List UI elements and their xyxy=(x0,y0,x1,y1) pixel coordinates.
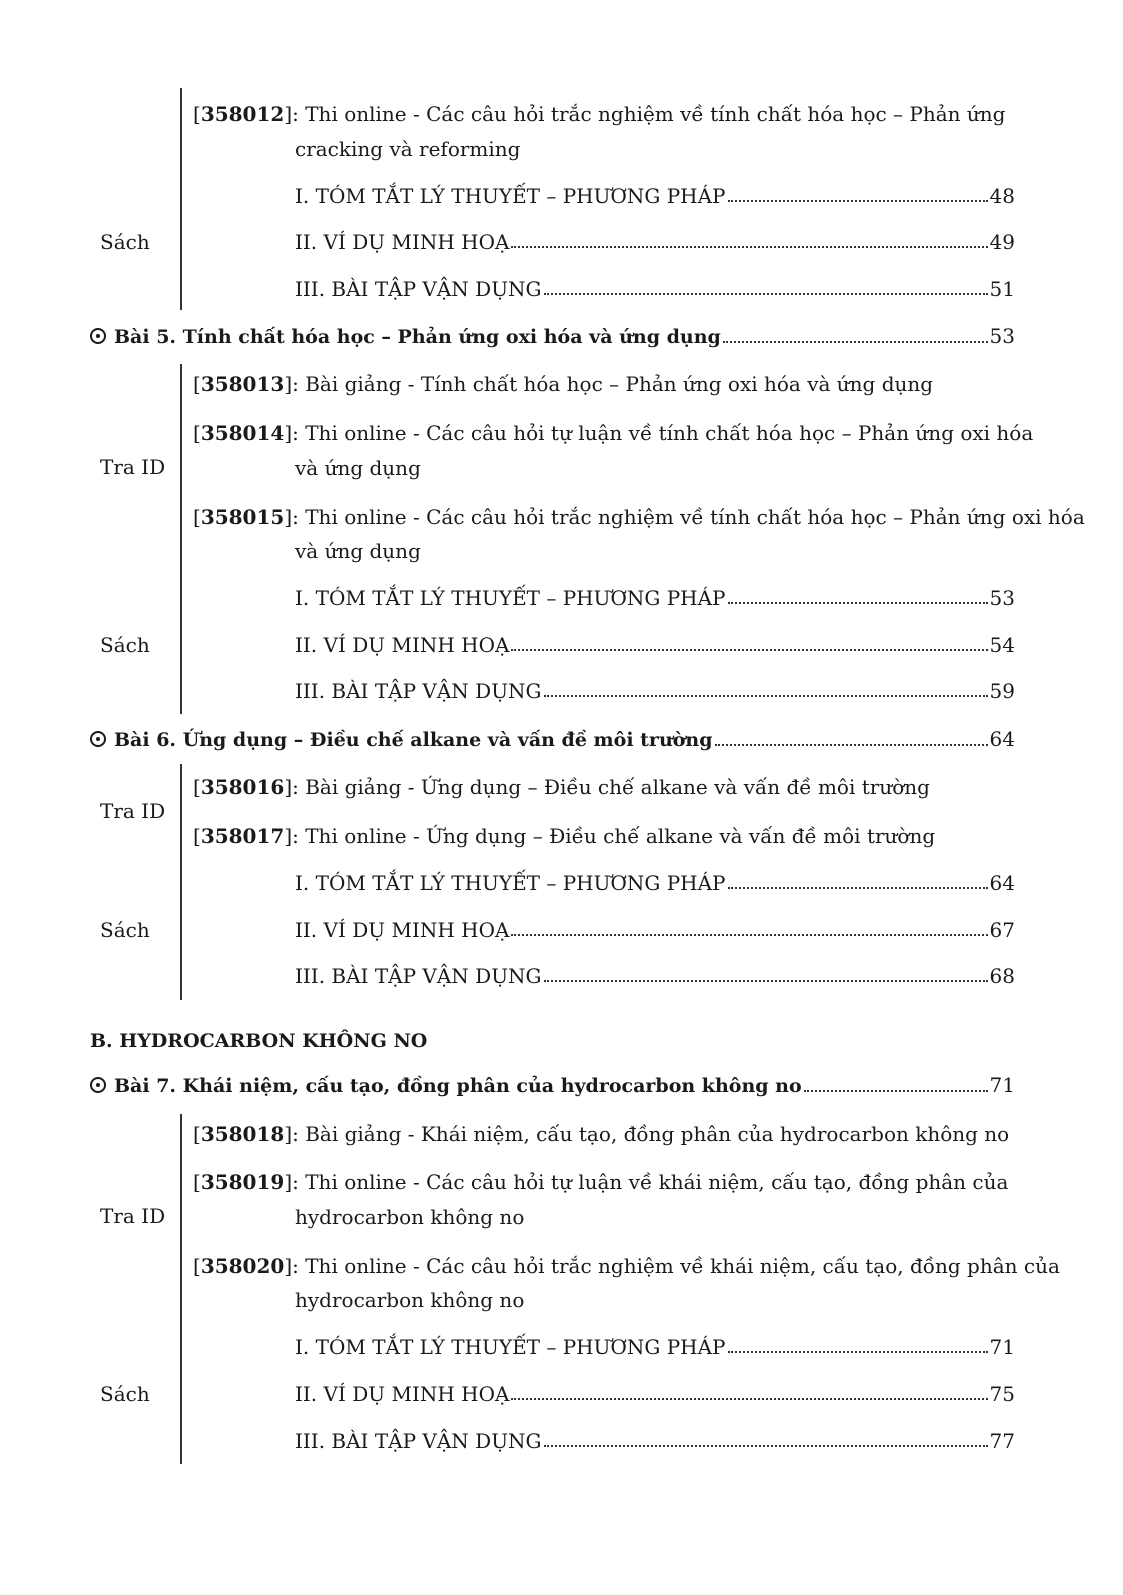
id-entry-continuation: hydrocarbon không no xyxy=(295,1205,525,1229)
toc-row[interactable]: III. BÀI TẬP VẬN DỤNG 51 xyxy=(295,277,1015,301)
id-entry-continuation: và ứng dụng xyxy=(295,539,421,563)
toc-row[interactable]: III. BÀI TẬP VẬN DỤNG 59 xyxy=(295,679,1015,703)
id-entry[interactable]: [358016]: Bài giảng - Ứng dụng – Điều chế alkane và vấn đề môi trường xyxy=(193,775,930,799)
id-entry-continuation: cracking và reforming xyxy=(295,137,521,161)
id-entry[interactable]: [358014]: Thi online - Các câu hỏi tự luận về tính chất hóa học – Phản ứng oxi hóa xyxy=(193,421,1034,445)
toc-row[interactable]: II. VÍ DỤ MINH HOẠ 49 xyxy=(295,230,1015,254)
sach-label: Sách xyxy=(100,1382,150,1406)
sach-label: Sách xyxy=(100,918,150,942)
bracket-line xyxy=(180,88,182,310)
sach-label: Sách xyxy=(100,633,150,657)
id-entry-continuation: hydrocarbon không no xyxy=(295,1288,525,1312)
toc-row[interactable]: II. VÍ DỤ MINH HOẠ 75 xyxy=(295,1382,1015,1406)
id-entry[interactable]: [358020]: Thi online - Các câu hỏi trắc nghiệm về khái niệm, cấu tạo, đồng phân của xyxy=(193,1254,1060,1278)
lesson-5-heading[interactable]: Bài 5. Tính chất hóa học – Phản ứng oxi hóa và ứng dụng 53 xyxy=(90,326,1015,347)
tra-id-label: Tra ID xyxy=(100,1204,166,1228)
toc-row[interactable]: II. VÍ DỤ MINH HOẠ 54 xyxy=(295,633,1015,657)
bracket-line xyxy=(180,764,182,1000)
tra-id-label: Tra ID xyxy=(100,799,166,823)
id-entry[interactable]: [358015]: Thi online - Các câu hỏi trắc nghiệm về tính chất hóa học – Phản ứng oxi hóa xyxy=(193,505,1085,529)
target-icon xyxy=(90,1077,106,1093)
bracket-line xyxy=(180,364,182,714)
lesson-7-heading[interactable]: Bài 7. Khái niệm, cấu tạo, đồng phân của hydrocarbon không no 71 xyxy=(90,1075,1015,1096)
target-icon xyxy=(90,328,106,344)
toc-row[interactable]: I. TÓM TẮT LÝ THUYẾT – PHƯƠNG PHÁP 53 xyxy=(295,586,1015,610)
id-entry[interactable]: [358018]: Bài giảng - Khái niệm, cấu tạo, đồng phân của hydrocarbon không no xyxy=(193,1122,1010,1146)
lesson-6-heading[interactable]: Bài 6. Ứng dụng – Điều chế alkane và vấn đề môi trường 64 xyxy=(90,729,1015,750)
toc-row[interactable]: I. TÓM TẮT LÝ THUYẾT – PHƯƠNG PHÁP 48 xyxy=(295,184,1015,208)
toc-row[interactable]: I. TÓM TẮT LÝ THUYẾT – PHƯƠNG PHÁP 71 xyxy=(295,1335,1015,1359)
toc-row[interactable]: III. BÀI TẬP VẬN DỤNG 77 xyxy=(295,1429,1015,1453)
tra-id-label: Tra ID xyxy=(100,455,166,479)
id-entry[interactable]: [358013]: Bài giảng - Tính chất hóa học – Phản ứng oxi hóa và ứng dụng xyxy=(193,372,934,396)
toc-row[interactable]: III. BÀI TẬP VẬN DỤNG 68 xyxy=(295,964,1015,988)
target-icon xyxy=(90,731,106,747)
section-heading: B. HYDROCARBON KHÔNG NO xyxy=(90,1030,428,1052)
id-entry-continuation: và ứng dụng xyxy=(295,456,421,480)
id-entry[interactable]: [358012]: Thi online - Các câu hỏi trắc nghiệm về tính chất hóa học – Phản ứng xyxy=(193,102,1006,126)
id-entry[interactable]: [358019]: Thi online - Các câu hỏi tự luận về khái niệm, cấu tạo, đồng phân của xyxy=(193,1170,1009,1194)
id-entry[interactable]: [358017]: Thi online - Ứng dụng – Điều chế alkane và vấn đề môi trường xyxy=(193,824,936,848)
toc-row[interactable]: II. VÍ DỤ MINH HOẠ 67 xyxy=(295,918,1015,942)
toc-row[interactable]: I. TÓM TẮT LÝ THUYẾT – PHƯƠNG PHÁP 64 xyxy=(295,871,1015,895)
bracket-line xyxy=(180,1114,182,1464)
sach-label: Sách xyxy=(100,230,150,254)
